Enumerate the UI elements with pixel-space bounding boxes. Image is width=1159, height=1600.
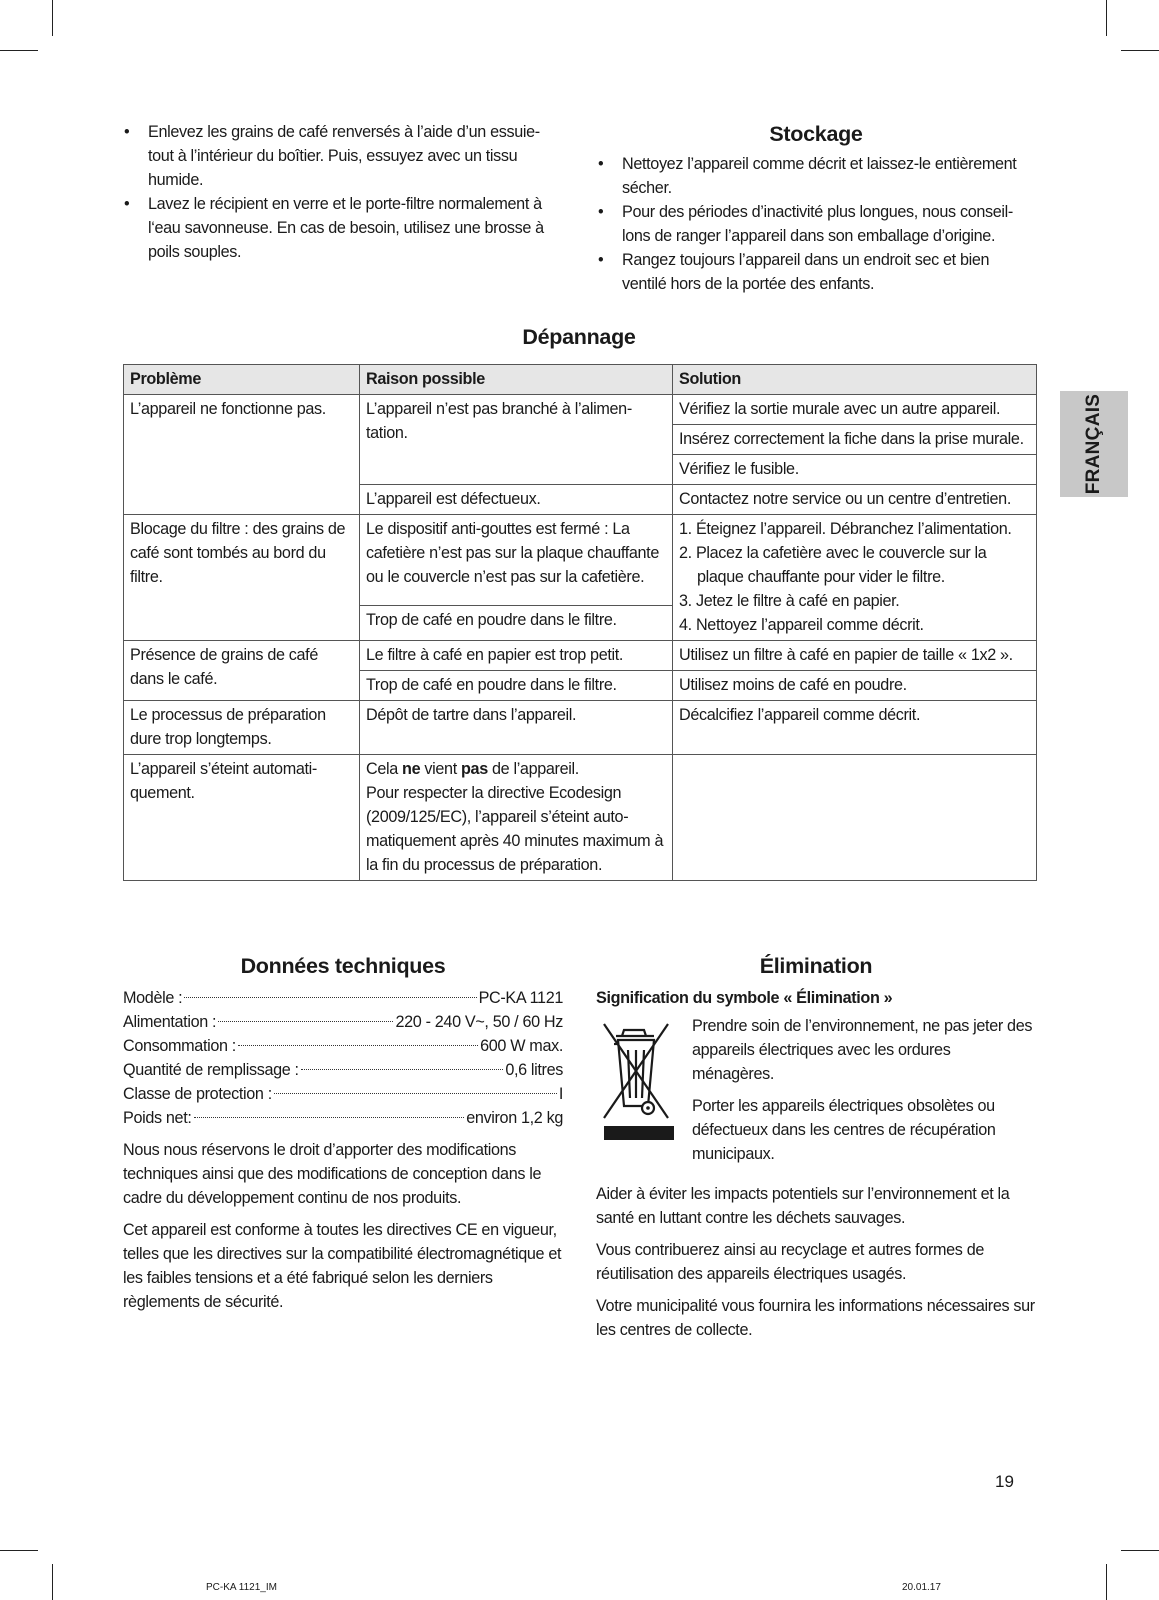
reason-detail: Pour respecter la directive Ecodesign (2009/125/EC), l’appareil s’éteint automatiquement après 40 minutes maximum à la fin du processus de préparation. bbox=[366, 784, 664, 874]
reason-first-line bbox=[366, 757, 666, 781]
crop-mark bbox=[1106, 1564, 1107, 1600]
crop-mark bbox=[1106, 0, 1107, 36]
solution-cell: Vérifiez la sortie murale avec un autre appareil. bbox=[673, 395, 1037, 425]
problem-cell: L’appareil ne fonctionne pas. bbox=[124, 395, 360, 515]
spec-label: Consommation : bbox=[123, 1037, 236, 1055]
dot-leader bbox=[184, 997, 476, 998]
crop-mark bbox=[1121, 1550, 1159, 1551]
list-item: • Pour des périodes d’inactivité plus longues, nous conseillons de ranger l’appareil dans son emballage d’origine. bbox=[596, 200, 1036, 248]
paragraph: Cet appareil est conforme à toutes les directives CE en vigueur, telles que les directives sur la compatibilité électromagnétique et les faibles tensions et a été fabriqué selon les derniers règlements de sécurité. bbox=[123, 1221, 562, 1311]
text: Cela bbox=[366, 760, 403, 778]
solution-cell: Utilisez un filtre à café en papier de taille « 1x2 ». bbox=[673, 641, 1037, 671]
language-tab bbox=[1060, 391, 1128, 497]
technical-data-section bbox=[123, 952, 563, 1314]
solution-steps bbox=[679, 517, 1030, 637]
spec-value: environ 1,2 kg bbox=[466, 1109, 563, 1127]
solution-cell: Utilisez moins de café en poudre. bbox=[673, 671, 1037, 701]
paragraph: Nous nous réservons le droit d’apporter des modifications techniques ainsi que des modifications de conception dans le cadre du développement continu de nos produits. bbox=[123, 1141, 542, 1207]
spec-label: Alimentation : bbox=[123, 1013, 217, 1031]
page-number: 19 bbox=[995, 1472, 1014, 1491]
spec-label: Classe de protection : bbox=[123, 1085, 272, 1103]
symbol-explanation bbox=[692, 1014, 1036, 1174]
list-item: 4. Nettoyez l’appareil comme décrit. bbox=[679, 616, 924, 634]
dot-leader bbox=[238, 1045, 478, 1046]
spec-row bbox=[123, 1034, 563, 1058]
spec-row bbox=[123, 986, 563, 1010]
section-title: Données techniques bbox=[240, 954, 446, 978]
text: de l’appareil. bbox=[487, 760, 579, 778]
problem-cell: L’appareil s’éteint automatiquement. bbox=[124, 755, 360, 881]
reason-cell: Trop de café en poudre dans le filtre. bbox=[360, 606, 673, 641]
crop-mark bbox=[0, 1550, 38, 1551]
column-header: Problème bbox=[124, 365, 360, 395]
solution-cell: Décalcifiez l’appareil comme décrit. bbox=[673, 701, 1037, 755]
solution-cell: Vérifiez le fusible. bbox=[673, 455, 1037, 485]
storage-section bbox=[596, 120, 1036, 296]
list-item: • Nettoyez l’appareil comme décrit et laissez-le entièrement sécher. bbox=[596, 152, 1036, 200]
list-item: • Lavez le récipient en verre et le porte-filtre normalement à l‘eau savonneuse. En cas de besoin, utilisez une brosse à poils souples. bbox=[122, 192, 562, 264]
paragraph: Votre municipalité vous fournira les informations nécessaires sur les centres de collecte. bbox=[596, 1297, 1035, 1339]
table-row bbox=[124, 515, 1037, 606]
section-title: Stockage bbox=[769, 122, 863, 146]
column-header: Raison possible bbox=[360, 365, 673, 395]
solution-cell: Contactez notre service ou un centre d’entretien. bbox=[673, 485, 1037, 515]
bold-text: ne bbox=[402, 760, 421, 778]
reason-cell: Trop de café en poudre dans le filtre. bbox=[360, 671, 673, 701]
subsection-title: Signification du symbole « Élimination » bbox=[596, 989, 893, 1007]
spec-value: 220 - 240 V~, 50 / 60 Hz bbox=[395, 1013, 563, 1031]
reason-cell bbox=[360, 755, 673, 881]
spec-value: 0,6 litres bbox=[505, 1061, 563, 1079]
paragraph: Vous contribuerez ainsi au recyclage et autres formes de réutilisation des appareils électriques usagés. bbox=[596, 1241, 985, 1283]
spec-row bbox=[123, 1058, 563, 1082]
footer-doc-id: PC-KA 1121_IM bbox=[206, 1582, 277, 1593]
care-section bbox=[122, 120, 562, 264]
table-row bbox=[124, 395, 1037, 425]
spec-row bbox=[123, 1010, 563, 1034]
solution-cell: Insérez correctement la fiche dans la prise murale. bbox=[673, 425, 1037, 455]
solution-cell bbox=[673, 515, 1037, 641]
spec-value: PC-KA 1121 bbox=[478, 989, 563, 1007]
list-item: 1. Éteignez l’appareil. Débranchez l’alimentation. bbox=[679, 520, 1012, 538]
list-item: • Rangez toujours l’appareil dans un endroit sec et bien ventilé hors de la portée des enfants. bbox=[596, 248, 1036, 296]
table-row bbox=[124, 641, 1037, 671]
spec-label: Modèle : bbox=[123, 989, 183, 1007]
reason-cell: Le filtre à café en papier est trop petit. bbox=[360, 641, 673, 671]
footer-date: 20.01.17 bbox=[902, 1582, 941, 1593]
paragraph: Prendre soin de l’environnement, ne pas jeter des appareils électriques avec les ordures ménagères. bbox=[692, 1017, 1033, 1083]
list-item: • Enlevez les grains de café renversés à l’aide d’un essuie-tout à l’intérieur du boîtier. Puis, essuyez avec un tissu humide. bbox=[122, 120, 562, 192]
spec-label: Quantité de remplissage : bbox=[123, 1061, 299, 1079]
list-item: 3. Jetez le filtre à café en papier. bbox=[679, 592, 900, 610]
crop-mark bbox=[52, 0, 53, 36]
dot-leader bbox=[301, 1069, 504, 1070]
troubleshooting-table bbox=[123, 364, 1037, 881]
list-item: 2. Placez la cafetière avec le couvercle sur la plaque chauffante pour vider le filtre. bbox=[679, 544, 987, 586]
spec-value: 600 W max. bbox=[480, 1037, 563, 1055]
storage-list bbox=[596, 152, 1036, 296]
disposal-section bbox=[596, 952, 1036, 1342]
reason-cell: L’appareil est défectueux. bbox=[360, 485, 673, 515]
spec-label: Poids net: bbox=[123, 1109, 192, 1127]
table-row bbox=[124, 701, 1037, 755]
paragraph: Aider à éviter les impacts potentiels sur l’environnement et la santé en luttant contre les déchets sauvages. bbox=[596, 1185, 1010, 1227]
language-label: FRANÇAIS bbox=[1083, 393, 1104, 495]
section-title: Élimination bbox=[759, 954, 873, 978]
paragraph: Porter les appareils électriques obsolètes ou défectueux dans les centres de récupération municipaux. bbox=[692, 1097, 996, 1163]
crop-mark bbox=[1121, 50, 1159, 51]
bold-text: pas bbox=[461, 760, 488, 778]
crossed-out-wheelie-bin-icon bbox=[596, 1014, 692, 1174]
reason-cell: Dépôt de tartre dans l’appareil. bbox=[360, 701, 673, 755]
section-title: Dépannage bbox=[522, 325, 636, 349]
text: vient bbox=[420, 760, 461, 778]
reason-cell: L’appareil n’est pas branché à l’alimentation. bbox=[360, 395, 673, 485]
problem-cell: Le processus de préparation dure trop longtemps. bbox=[124, 701, 360, 755]
solution-cell bbox=[673, 755, 1037, 881]
spec-row bbox=[123, 1082, 563, 1106]
table-header-row bbox=[124, 365, 1037, 395]
dot-leader bbox=[274, 1093, 557, 1094]
crop-mark bbox=[0, 50, 38, 51]
spec-value: I bbox=[558, 1085, 563, 1103]
problem-cell: Blocage du filtre : des grains de café sont tombés au bord du filtre. bbox=[124, 515, 360, 641]
crop-mark bbox=[52, 1564, 53, 1600]
dot-leader bbox=[218, 1021, 393, 1022]
dot-leader bbox=[194, 1117, 465, 1118]
column-header: Solution bbox=[673, 365, 1037, 395]
care-list bbox=[122, 120, 562, 264]
spec-row bbox=[123, 1106, 563, 1130]
reason-cell: Le dispositif anti-gouttes est fermé : La cafetière n’est pas sur la plaque chauffante ou le couvercle n’est pas sur la cafetière. bbox=[360, 515, 673, 606]
problem-cell: Présence de grains de café dans le café. bbox=[124, 641, 360, 701]
table-row bbox=[124, 755, 1037, 881]
disposal-symbol-row bbox=[596, 1014, 1036, 1174]
